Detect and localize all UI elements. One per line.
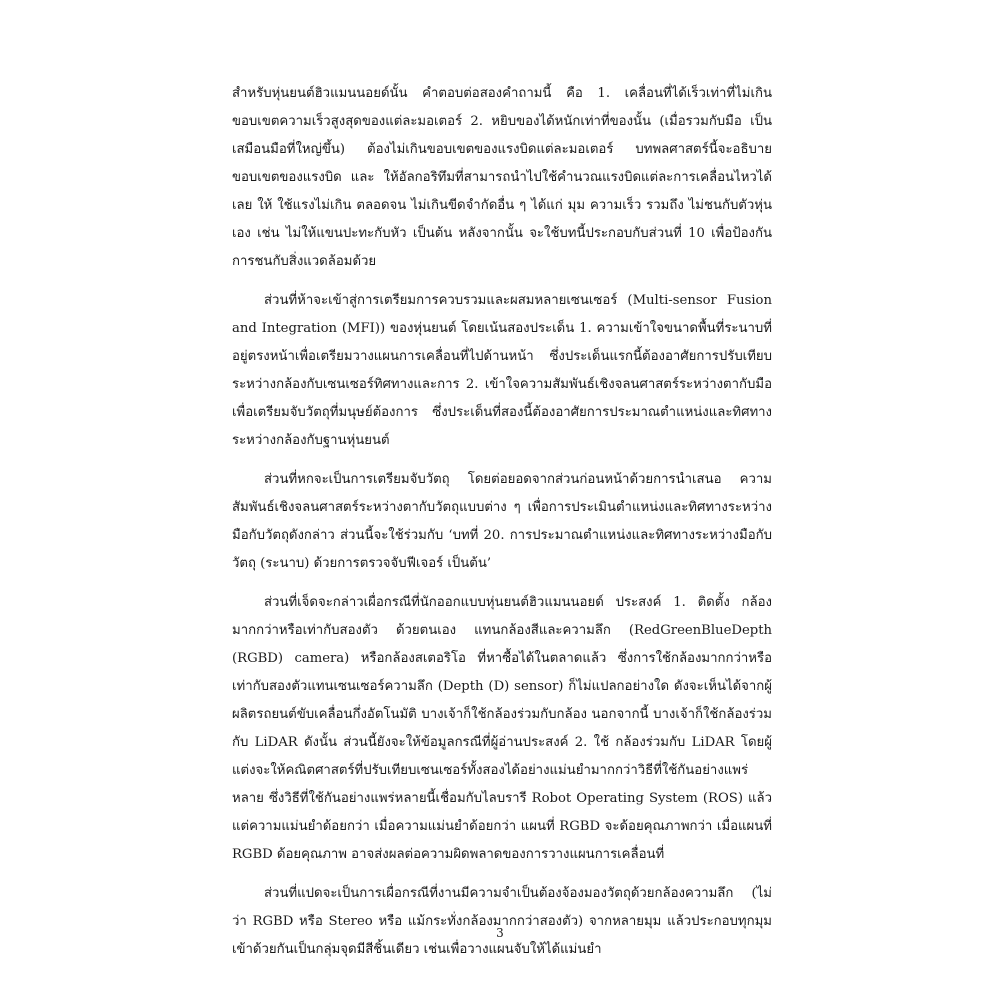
paragraph-2: ส่วนที่ห้าจะเข้าสู่การเตรียมการควบรวมและผสมหลายเซนเซอร์ (Multi-sensor Fusion and Integration (MFI)) ของหุ่นยนต์ โดยเน้นสองประเด็น 1. ความเข้าใจขนาดพื้นที่ระนาบที่อยู่ตรงหน้าเพื่อเตรียมวางแผนการเคลื่อนที่ไปด้านหน้า ซึ่งประเด็นแรกนี้ต้องอาศัยการปรับเทียบระหว่างกล้องกับเซนเซอร์ทิศทางและการ 2. เข้าใจความสัมพันธ์เชิงจลนศาสตร์ระหว่างตากับมือเพื่อเตรียมจับวัตถุที่มนุษย์ต้องการ ซึ่งประเด็นที่สองนี้ต้องอาศัยการประมาณตำแหน่งและทิศทางระหว่างกล้องกับฐานหุ่นยนต์ [232, 293, 772, 448]
paragraph-3: ส่วนที่หกจะเป็นการเตรียมจับวัตถุ โดยต่อยอดจากส่วนก่อนหน้าด้วยการนำเสนอ ความสัมพันธ์เชิงจลนศาสตร์ระหว่างตากับวัตถุแบบต่าง ๆ เพื่อการประเมินตำแหน่งและทิศทางระหว่างมือกับวัตถุดังกล่าว ส่วนนี้จะใช้ร่วมกับ ‘บทที่ 20. การประมาณตำแหน่งและทิศทางระหว่างมือกับวัตถุ (ระนาบ) ด้วยการตรวจจับฟีเจอร์ เป็นต้น’ [232, 472, 772, 571]
paragraph-1: สำหรับหุ่นยนต์ฮิวแมนนอยด์นั้น คำตอบต่อสองคำถามนี้ คือ 1. เคลื่อนที่ได้เร็วเท่าที่ไม่เกินขอบเขตความเร็วสูงสุดของแต่ละมอเตอร์ 2. หยิบของได้หนักเท่าที่ของนั้น (เมื่อรวมกับมือ เป็นเสมือนมือที่ใหญ่ขึ้น) ต้องไม่เกินขอบเขตของแรงบิดแต่ละมอเตอร์ บทพลศาสตร์นี้จะอธิบายขอบเขตของแรงบิด และ ให้อัลกอริทึมที่สามารถนำไปใช้คำนวณแรงบิดแต่ละการเคลื่อนไหวได้เลย ให้ ใช้แรงไม่เกิน ตลอดจน ไม่เกินขีดจำกัดอื่น ๆ ได้แก่ มุม ความเร็ว รวมถึง ไม่ชนกับตัวหุ่นเอง เช่น ไม่ให้แขนปะทะกับหัว เป็นต้น หลังจากนั้น จะใช้บทนี้ประกอบกับส่วนที่ 10 เพื่อป้องกันการชนกับสิ่งแวดล้อมด้วย [232, 86, 772, 269]
body-text [232, 80, 772, 975]
paragraph-4: ส่วนที่เจ็ดจะกล่าวเผื่อกรณีที่นักออกแบบหุ่นยนต์ฮิวแมนนอยด์ ประสงค์ 1. ติดตั้ง กล้องมากกว่าหรือเท่ากับสองตัว ด้วยตนเอง แทนกล้องสีและความลึก (RedGreenBlueDepth (RGBD) camera) หรือกล้องสเตอริโอ ที่หาซื้อได้ในตลาดแล้ว ซึ่งการใช้กล้องมากกว่าหรือเท่ากับสองตัวแทนเซนเซอร์ความลึก (Depth (D) sensor) ก็ไม่แปลกอย่างใด ดังจะเห็นได้จากผู้ผลิตรถยนต์ขับเคลื่อนกึ่งอัตโนมัติ บางเจ้าก็ใช้กล้องร่วมกับกล้อง นอกจากนี้ บางเจ้าก็ใช้กล้องร่วมกับ LiDAR ดังนั้น ส่วนนี้ยังจะให้ข้อมูลกรณีที่ผู้อ่านประสงค์ 2. ใช้ กล้องร่วมกับ LiDAR โดยผู้แต่งจะให้คณิตศาสตร์ที่ปรับเทียบเซนเซอร์ทั้งสองได้อย่างแม่นยำมากกว่าวิธีที่ใช้กันอย่างแพร่หลาย ซึ่งวิธีที่ใช้กันอย่างแพร่หลายนี้เชื่อมกับไลบรารี Robot Operating System (ROS) แล้ว แต่ความแม่นยำด้อยกว่า เมื่อความแม่นยำด้อยกว่า แผนที่ RGBD จะด้อยคุณภาพกว่า เมื่อแผนที่ RGBD ด้อยคุณภาพ อาจส่งผลต่อความผิดพลาดของการวางแผนการเคลื่อนที่ [232, 595, 772, 862]
paragraph-5: ส่วนที่แปดจะเป็นการเผื่อกรณีที่งานมีความจำเป็นต้องจ้องมองวัตถุด้วยกล้องความลึก (ไม่ว่า RGBD หรือ Stereo หรือ แม้กระทั่งกล้องมากกว่าสองตัว) จากหลายมุม แล้วประกอบทุกมุมเข้าด้วยกันเป็นกลุ่มจุดมีสีชิ้นเดียว เช่นเพื่อวางแผนจับให้ได้แม่นยำ [232, 886, 772, 957]
page-number: 3 [496, 926, 504, 940]
